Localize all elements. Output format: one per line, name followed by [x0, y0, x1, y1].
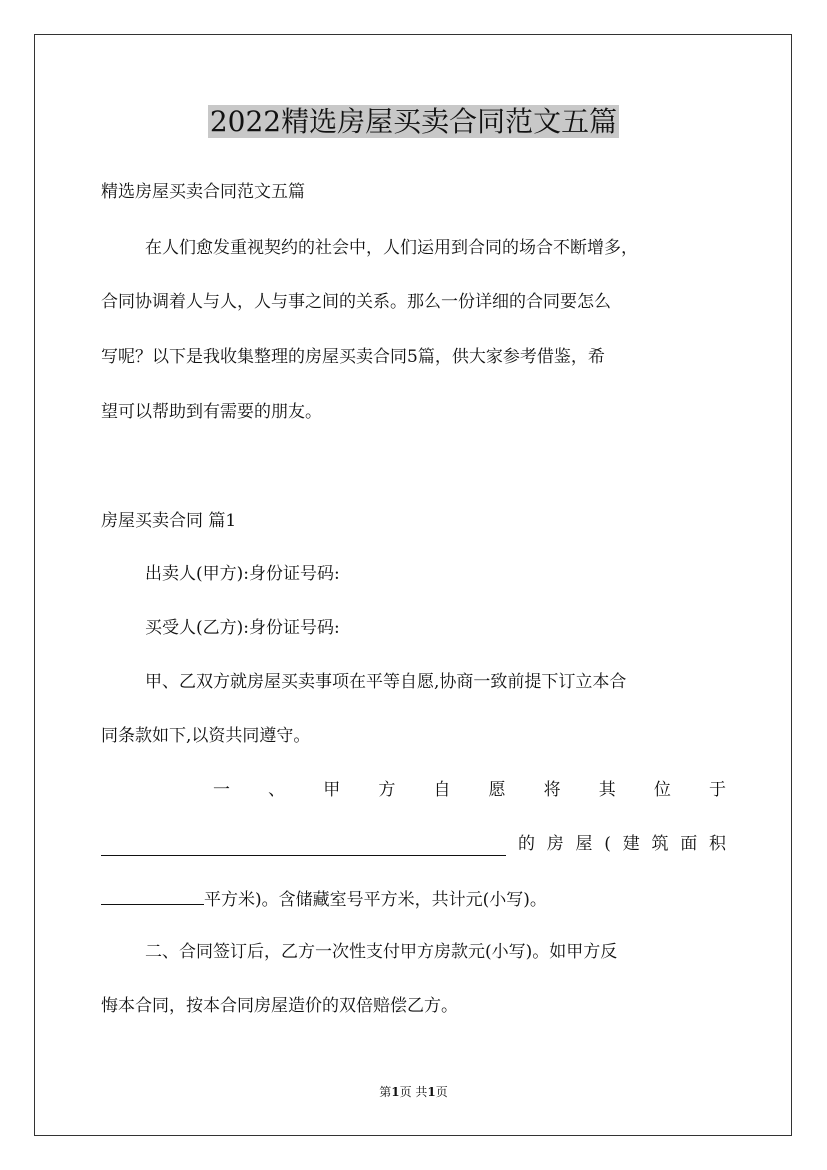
clause1-line-2-text — [518, 832, 726, 856]
document-title — [0, 100, 827, 144]
title-text: 2022精选房屋买卖合同范文五篇 — [209, 105, 618, 138]
page-footer — [0, 1082, 827, 1102]
blank-area — [101, 886, 204, 905]
clause1-line-1 — [213, 778, 726, 802]
clause1-char: 将 — [543, 780, 561, 800]
clause1-char: 积 — [709, 834, 726, 854]
seller-line: 出卖人(甲方):身份证号码: — [145, 564, 340, 584]
subtitle: 精选房屋买卖合同范文五篇 — [101, 182, 305, 202]
clause1-char: 建 — [622, 834, 640, 854]
clause1-char: 房 — [546, 834, 564, 854]
intro-line-3: 写呢？以下是我收集整理的房屋买卖合同5篇，供大家参考借鉴，希 — [101, 347, 605, 367]
clause1-char: ( — [604, 834, 611, 854]
clause1-char: 甲 — [323, 780, 341, 800]
clause1-char: 的 — [518, 834, 535, 854]
clause1-char: 方 — [378, 780, 396, 800]
agreement-line-1: 甲、乙双方就房屋买卖事项在平等自愿,协商一致前提下订立本合 — [145, 672, 627, 692]
clause1-line-3 — [101, 886, 726, 912]
blank-address — [101, 837, 506, 856]
footer-mid: 页 共 — [399, 1085, 428, 1099]
clause1-char: 位 — [653, 780, 671, 800]
agreement-line-2: 同条款如下,以资共同遵守。 — [101, 726, 311, 746]
buyer-line: 买受人(乙方):身份证号码: — [145, 618, 340, 638]
clause1-char: 愿 — [488, 780, 506, 800]
clause1-char: 其 — [598, 780, 616, 800]
footer-page-total: 1 — [427, 1085, 436, 1099]
intro-line-4: 望可以帮助到有需要的朋友。 — [101, 402, 322, 422]
footer-page-number: 1 — [391, 1085, 400, 1099]
intro-line-1: 在人们愈发重视契约的社会中，人们运用到合同的场合不断增多， — [145, 238, 638, 258]
clause1-char: 、 — [268, 780, 286, 800]
clause1-line-3-text: 平方米)。含储藏室号平方米，共计元(小写)。 — [204, 890, 547, 910]
intro-line-2: 合同协调着人与人，人与事之间的关系。那么一份详细的合同要怎么 — [101, 292, 611, 312]
clause1-char: 筑 — [651, 834, 669, 854]
clause1-char: 一 — [213, 780, 230, 800]
section-heading: 房屋买卖合同 篇1 — [101, 511, 237, 531]
clause1-char: 于 — [708, 780, 726, 800]
clause2-line-2: 悔本合同，按本合同房屋造价的双倍赔偿乙方。 — [101, 996, 458, 1016]
clause1-char: 自 — [433, 780, 451, 800]
footer-prefix: 第 — [379, 1085, 392, 1099]
clause1-line-2 — [101, 832, 726, 856]
footer-suffix: 页 — [435, 1085, 448, 1099]
clause1-char: 屋 — [575, 834, 593, 854]
clause2-line-1: 二、合同签订后，乙方一次性支付甲方房款元(小写)。如甲方反 — [145, 942, 618, 962]
clause1-char: 面 — [680, 834, 698, 854]
